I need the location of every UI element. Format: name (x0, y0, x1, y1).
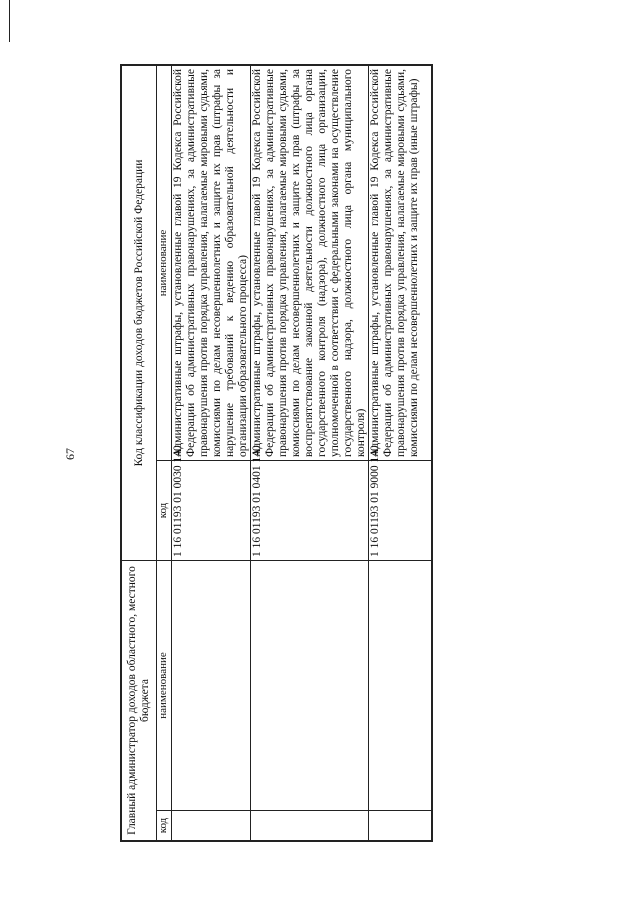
admin-name-cell (251, 560, 369, 810)
classification-name-cell: Административные штрафы, установленные главой 19 Кодекса Российской Федерации об административных правонарушениях, за административные правонарушения против порядка управления, налагаемые мировыми судьями, комиссиями по делам несовершеннолетних и защите их прав (штрафы за нарушение требований к ведению образовательной деятельности и организации образовательного процесса) (172, 66, 251, 461)
revenue-classification-table (120, 64, 433, 842)
classification-name-cell: Административные штрафы, установленные главой 19 Кодекса Российской Федерации об административных правонарушениях, за административные правонарушения против порядка управления, налагаемые мировыми судьями, комиссиями по делам несовершеннолетних и защите их прав (штрафы за воспрепятствование законной деятельности должностного лица органа государственного контроля (надзора), должностного лица организации, уполномоченной в соответствии с федеральными законами на осуществление государственного надзора, должностного лица органа муниципального контроля) (251, 66, 369, 461)
table-row (251, 66, 369, 841)
table-row (369, 66, 432, 841)
header-admin-name: наименование (157, 560, 172, 810)
table-row (172, 66, 251, 841)
admin-code-cell (369, 811, 432, 841)
header-admin-group: Главный администратор доходов областного, местного бюджета (122, 560, 157, 840)
classification-code-cell: 1 16 01193 01 9000 140 (369, 460, 432, 560)
page-edge-line (9, 0, 10, 42)
page-number: 67 (63, 448, 77, 460)
header-class-code: код (157, 460, 172, 560)
admin-name-cell (369, 560, 432, 810)
admin-code-cell (251, 811, 369, 841)
classification-name-cell: Административные штрафы, установленные главой 19 Кодекса Российской Федерации об административных правонарушениях, за административные правонарушения против порядка управления, налагаемые мировыми судьями, комиссиями по делам несовершеннолетних и защите их прав (иные штрафы) (369, 66, 432, 461)
header-admin-code: код (157, 811, 172, 841)
header-classification-group: Код классификации доходов бюджетов Российской Федерации (122, 66, 157, 561)
classification-code-cell: 1 16 01193 01 0030 140 (172, 460, 251, 560)
classification-code-cell: 1 16 01193 01 0401 140 (251, 460, 369, 560)
header-row-columns (157, 66, 172, 841)
header-class-name: наименование (157, 66, 172, 461)
admin-code-cell (172, 811, 251, 841)
admin-name-cell (172, 560, 251, 810)
header-row-groups (122, 66, 157, 841)
table (121, 65, 432, 841)
